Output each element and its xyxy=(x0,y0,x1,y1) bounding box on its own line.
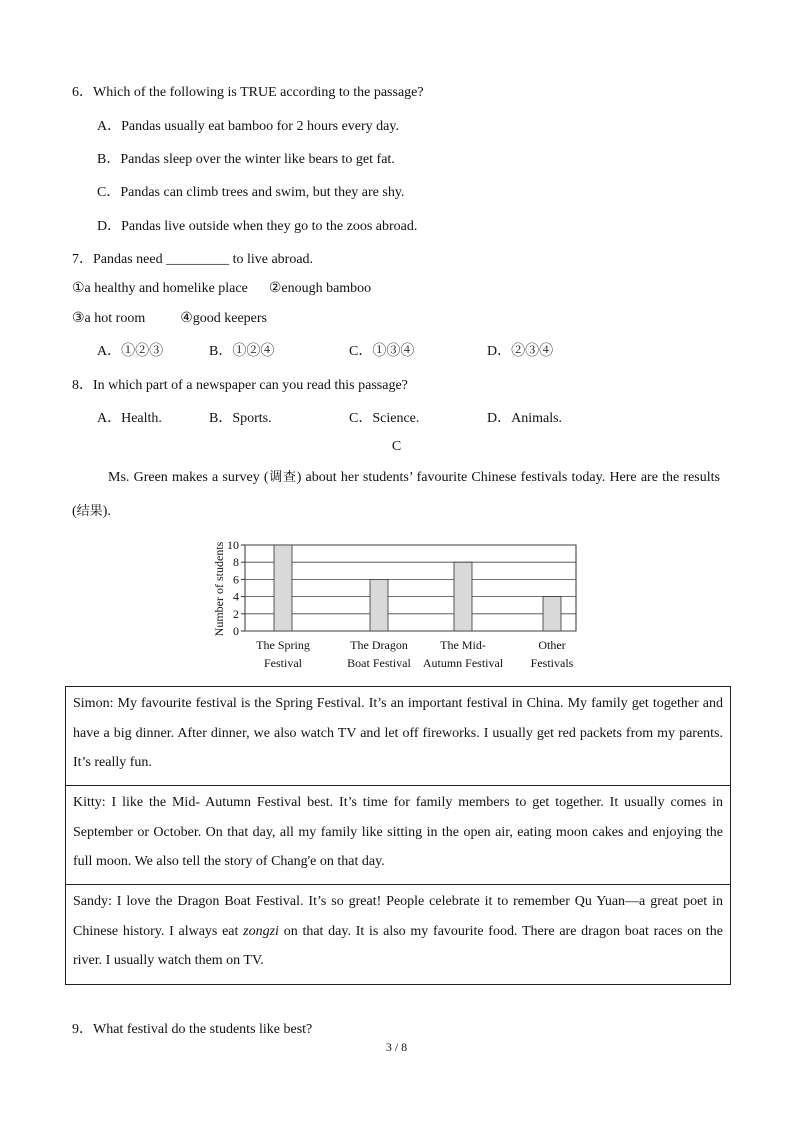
question-7-option-b: B．①②④ xyxy=(209,344,275,359)
question-6-option-d: D．Pandas live outside when they go to the zoos abroad. xyxy=(97,219,418,234)
chart-x-tick-label: Autumn Festival xyxy=(422,656,504,670)
chart-bar xyxy=(274,545,292,631)
festival-bar-chart xyxy=(205,532,585,676)
intro-cjk-results: 结果 xyxy=(76,504,103,519)
statement-kitty-text: Kitty: I like the Mid- Autumn Festival best. It’s time for family members to get together. It usually comes in September or October. On that day, all my family like sitting in the open air, eating moon cakes and enjoying the full moon. We also tell the story of Chang'e on that day. xyxy=(73,795,723,869)
chart-y-tick-label: 0 xyxy=(233,624,239,638)
sandy-text-2: on that day. It is also my favourite food. There are dragon boat races on the river. I usually watch them on TV. xyxy=(73,923,723,968)
question-7-stem: 7．Pandas need _________ to live abroad. xyxy=(72,252,314,267)
intro-text-2: ) about her students’ favourite Chinese festivals today. Here are the results ( xyxy=(72,470,720,519)
statement-sandy-text xyxy=(73,887,723,976)
chart-y-tick-label: 2 xyxy=(233,606,239,621)
question-8-option-c: C．Science. xyxy=(349,411,420,426)
chart-x-tick-label: Other xyxy=(538,638,566,652)
question-6-option-b: B．Pandas sleep over the winter like bears to get fat. xyxy=(97,152,395,167)
chart-x-tick-label: Festivals xyxy=(530,656,574,670)
chart-y-ticks xyxy=(227,538,239,638)
question-7-option-c: C．①③④ xyxy=(349,344,415,359)
question-8-stem: 8．In which part of a newspaper can you read this passage? xyxy=(72,378,408,393)
statement-kitty xyxy=(65,786,731,885)
question-8-option-a: A．Health. xyxy=(97,411,162,426)
chart-y-tick-label: 10 xyxy=(227,538,239,552)
question-7-items-line-1: ①a healthy and homelike place ②enough bamboo xyxy=(72,281,372,296)
chart-y-axis-label: Number of students xyxy=(212,541,226,637)
question-7-option-d: D．②③④ xyxy=(487,344,554,359)
question-7-option-a: A．①②③ xyxy=(97,344,164,359)
section-c-intro xyxy=(72,461,720,529)
chart-x-tick-label: The Mid- xyxy=(440,638,486,652)
question-6-stem: 6．Which of the following is TRUE according to the passage? xyxy=(72,85,424,100)
chart-y-tick-label: 4 xyxy=(233,589,239,604)
chart-bar xyxy=(370,579,388,631)
chart-x-tick-label: Festival xyxy=(264,656,302,670)
section-c-heading: C xyxy=(391,439,402,454)
question-6-option-c: C．Pandas can climb trees and swim, but they are shy. xyxy=(97,185,405,200)
chart-bars xyxy=(274,545,561,631)
question-8-option-d: D．Animals. xyxy=(487,411,563,426)
chart-bar xyxy=(543,597,561,631)
question-8-option-b: B．Sports. xyxy=(209,411,272,426)
chart-bar xyxy=(454,562,472,631)
chart-y-tick-label: 6 xyxy=(233,572,239,587)
intro-text-3: ). xyxy=(102,504,111,519)
statement-simon xyxy=(65,686,731,786)
chart-frame xyxy=(245,545,576,631)
chart-x-tick-label: Boat Festival xyxy=(347,656,411,670)
question-6-option-a: A．Pandas usually eat bamboo for 2 hours every day. xyxy=(97,119,399,134)
intro-text-1: Ms. Green makes a survey ( xyxy=(108,470,269,485)
question-9-stem: 9．What festival do the students like best? xyxy=(72,1022,313,1037)
statement-sandy xyxy=(65,885,731,985)
page-number: 3 / 8 xyxy=(385,1040,408,1054)
sandy-text-1: Sandy: I love the Dragon Boat Festival. It’s so great! People celebrate it to remember Qu Yuan—a great poet in Chinese history. I always eat xyxy=(73,894,723,939)
question-7-items-line-2: ③a hot room ④good keepers xyxy=(72,311,268,326)
chart-x-tick-label: The Spring xyxy=(256,638,310,652)
intro-cjk-survey: 调查 xyxy=(268,470,297,485)
statement-simon-text: Simon: My favourite festival is the Spring Festival. It’s an important festival in China. My family get together and have a big dinner. After dinner, we also watch TV and let off fireworks. I usually get red packets from my parents. It’s really fun. xyxy=(73,696,723,770)
chart-y-tick-label: 8 xyxy=(233,555,239,570)
chart-x-tick-label: The Dragon xyxy=(350,638,408,652)
sandy-zongzi: zongzi xyxy=(243,923,279,939)
chart-x-labels xyxy=(256,638,573,670)
